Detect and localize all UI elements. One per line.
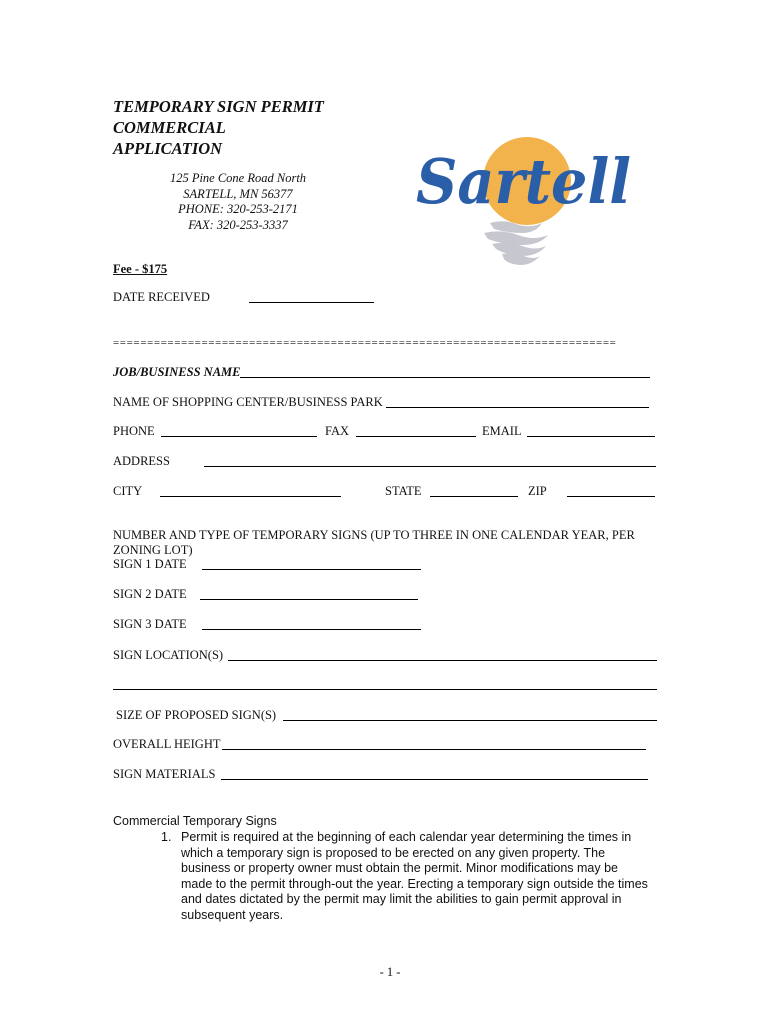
notes-line-6: subsequent years. (181, 907, 284, 922)
address-city: SARTELL, MN 56377 (183, 186, 293, 201)
date-received-label: DATE RECEIVED (113, 290, 210, 304)
logo-text: Sartell (416, 145, 631, 218)
date-received-field[interactable] (249, 302, 374, 303)
address-street: 125 Pine Cone Road North (169, 171, 307, 185)
sartell-logo (412, 125, 642, 270)
sign-locations-field-extra[interactable] (113, 689, 657, 690)
state-field[interactable] (430, 496, 518, 497)
separator-line: ========================================================================== (113, 337, 617, 349)
sign-2-date-label: SIGN 2 DATE (113, 587, 187, 601)
sign-materials-label: SIGN MATERIALS (113, 767, 216, 781)
fee-label: Fee - $175 (113, 262, 168, 276)
email-label: EMAIL (482, 424, 522, 438)
overall-height-field[interactable] (222, 749, 646, 750)
sign-materials-field[interactable] (221, 779, 648, 780)
title-line-1: TEMPORARY SIGN PERMIT (113, 97, 324, 116)
sign-locations-field[interactable] (228, 660, 657, 661)
fax-field[interactable] (356, 436, 476, 437)
sign-locations-label: SIGN LOCATION(S) (113, 648, 224, 662)
fax-label: FAX (325, 424, 350, 438)
address-field[interactable] (204, 466, 656, 467)
job-business-name-label: JOB/BUSINESS NAME (113, 365, 241, 379)
city-label: CITY (113, 484, 143, 498)
city-field[interactable] (160, 496, 341, 497)
sign-1-date-field[interactable] (202, 569, 421, 570)
size-of-signs-field[interactable] (283, 720, 657, 721)
notes-line-3: business or property owner must obtain the permit. Minor modifications may be (181, 861, 618, 876)
sign-1-date-label: SIGN 1 DATE (113, 557, 187, 571)
shopping-center-label: NAME OF SHOPPING CENTER/BUSINESS PARK (113, 395, 383, 409)
zip-label: ZIP (528, 484, 547, 498)
notes-item-text (181, 830, 661, 924)
sign-2-date-field[interactable] (200, 599, 418, 600)
zip-field[interactable] (567, 496, 655, 497)
state-label: STATE (385, 484, 422, 498)
shopping-center-field[interactable] (386, 407, 649, 408)
address-phone: PHONE: 320-253-2171 (178, 202, 298, 216)
notes-line-2: which a temporary sign is proposed to be erected on any given property. The (181, 845, 606, 860)
phone-label: PHONE (113, 424, 155, 438)
phone-field[interactable] (161, 436, 317, 437)
notes-line-1: Permit is required at the beginning of each calendar year determining the times in (181, 830, 632, 844)
address-fax: FAX: 320-253-3337 (188, 217, 288, 232)
signs-number-label-line-2: ZONING LOT) (113, 543, 193, 557)
title-line-2: COMMERCIAL (113, 118, 226, 137)
signs-number-label-line-1: NUMBER AND TYPE OF TEMPORARY SIGNS (UP TO THREE IN ONE CALENDAR YEAR, PER (113, 528, 635, 542)
notes-heading: Commercial Temporary Signs (113, 814, 277, 828)
page-number: - 1 - (379, 965, 401, 979)
notes-item-number: 1. (161, 830, 172, 844)
notes-line-4: made to the permit through-out the year. Erecting a temporary sign outside the times (181, 876, 648, 891)
notes-line-5: and dates dictated by the permit may limit the abilities to gain permit approval in (181, 892, 622, 907)
sign-3-date-field[interactable] (202, 629, 421, 630)
sartell-logo-icon (412, 125, 642, 270)
address-label: ADDRESS (113, 454, 170, 468)
size-of-signs-label: SIZE OF PROPOSED SIGN(S) (116, 708, 277, 722)
sign-3-date-label: SIGN 3 DATE (113, 617, 187, 631)
job-business-name-field[interactable] (240, 377, 650, 378)
address-block (148, 171, 328, 233)
overall-height-label: OVERALL HEIGHT (113, 737, 221, 751)
form-title (113, 96, 324, 159)
title-line-3: APPLICATION (113, 139, 223, 158)
email-field[interactable] (527, 436, 655, 437)
